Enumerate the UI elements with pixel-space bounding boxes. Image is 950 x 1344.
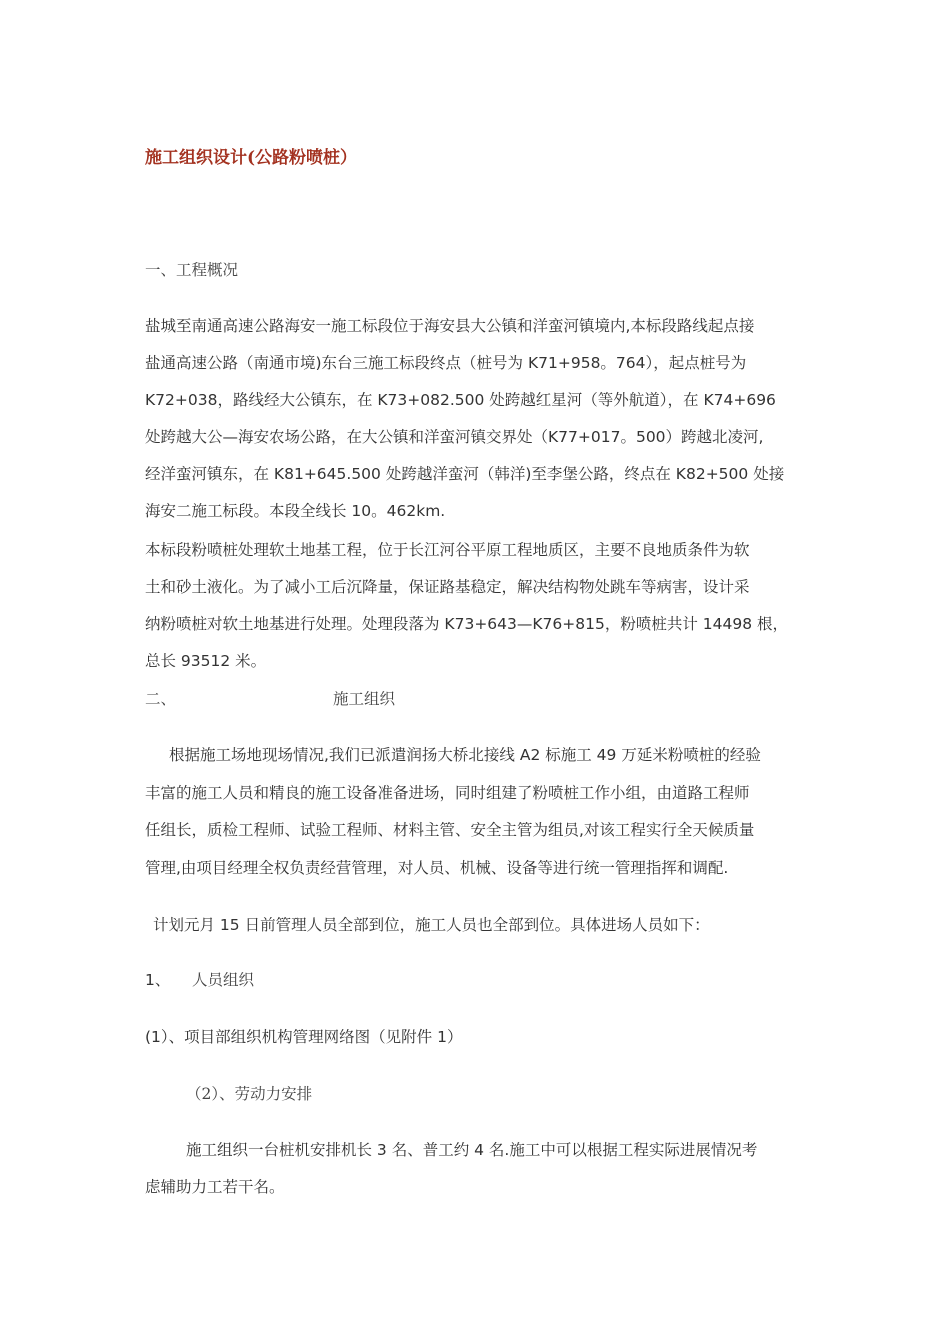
paragraph-line: 盐通高速公路（南通市境)东台三施工标段终点（桩号为 K71+958。764），起点桩号为 (145, 354, 747, 372)
paragraph-line: 丰富的施工人员和精良的施工设备准备进场，同时组建了粉喷桩工作小组，由道路工程师 (145, 784, 750, 802)
section-heading-number: 二、 (145, 690, 177, 708)
paragraph-line: 总长 93512 米。 (145, 652, 267, 670)
paragraph-line: 海安二施工标段。本段全线长 10。462km. (145, 502, 446, 520)
section-heading-overview: 一、工程概况 (145, 261, 239, 279)
list-item-heading: 人员组织 (192, 971, 255, 989)
paragraph-line: K72+038，路线经大公镇东，在 K73+082.500 处跨越红星河（等外航道），在 K74+696 (145, 391, 776, 409)
paragraph-line: 管理,由项目经理全权负责经营管理，对人员、机械、设备等进行统一管理指挥和调配. (145, 859, 729, 877)
section-heading-organization: 施工组织 (333, 690, 396, 708)
paragraph-line: 任组长，质检工程师、试验工程师、材料主管、安全主管为组员,对该工程实行全天候质量 (145, 821, 755, 839)
paragraph-line: 纳粉喷桩对软土地基进行处理。处理段落为 K73+643—K76+815，粉喷桩共计 14498 根， (145, 615, 789, 633)
sub-item-org-chart: (1）、项目部组织机构管理网络图（见附件 1） (145, 1028, 463, 1046)
document-title: 施工组织设计(公路粉喷桩） (145, 148, 358, 168)
paragraph-line: 经洋蛮河镇东，在 K81+645.500 处跨越洋蛮河（韩洋)至李堡公路，终点在 K82+500 处接 (145, 465, 785, 483)
paragraph-line: 本标段粉喷桩处理软土地基工程，位于长江河谷平原工程地质区，主要不良地质条件为软 (145, 541, 750, 559)
list-item-number: 1、 (145, 971, 171, 989)
paragraph-line: 施工组织一台桩机安排机长 3 名、普工约 4 名.施工中可以根据工程实际进展情况考 (186, 1141, 758, 1159)
paragraph-line: 根据施工场地现场情况,我们已派遣润扬大桥北接线 A2 标施工 49 万延米粉喷桩的经验 (169, 746, 761, 764)
sub-item-labor: （2）、劳动力安排 (186, 1085, 313, 1103)
paragraph-line: 土和砂土液化。为了减小工后沉降量，保证路基稳定，解决结构物处跳车等病害，设计采 (145, 578, 750, 596)
plan-line: 计划元月 15 日前管理人员全部到位，施工人员也全部到位。具体进场人员如下： (153, 916, 710, 934)
paragraph-line: 处跨越大公—海安农场公路，在大公镇和洋蛮河镇交界处（K77+017。500）跨越北凌河, (145, 428, 764, 446)
paragraph-line: 虑辅助力工若干名。 (145, 1178, 285, 1196)
paragraph-line: 盐城至南通高速公路海安一施工标段位于海安县大公镇和洋蛮河镇境内,本标段路线起点接 (145, 317, 755, 335)
